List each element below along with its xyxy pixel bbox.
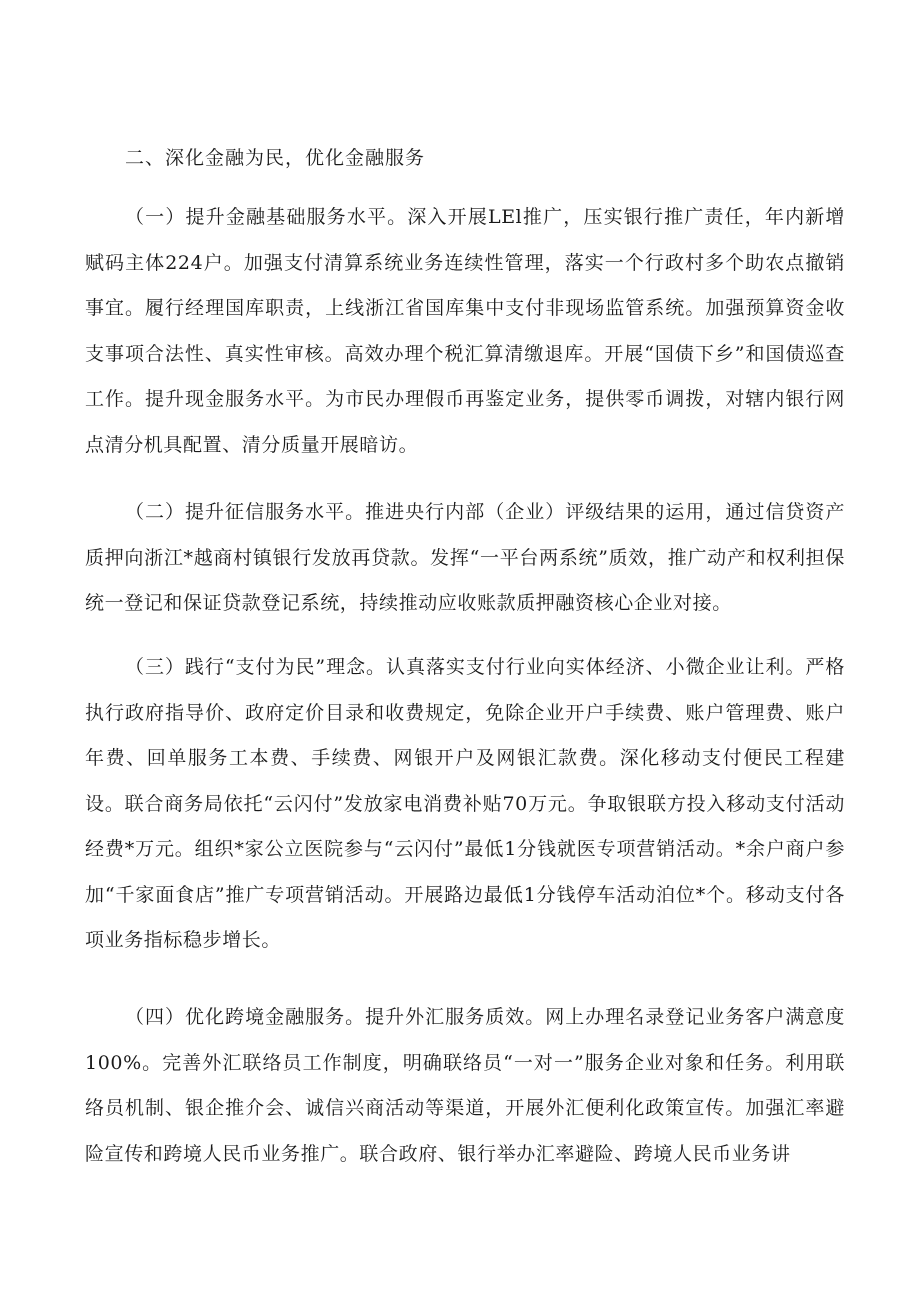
paragraph-basic-services: （一）提升金融基础服务水平。深入开展LEl推广，压实银行推广责任，年内新增赋码主体224户。加强支付清算系统业务连续性管理，落实一个行政村多个助农点撤销事宜。履行经理国库职责，上线浙江省国库集中支付非现场监管系统。加强预算资金收支事项合法性、真实性审核。高效办理个税汇算清缴退库。开展“国债下乡”和国债巡查工作。提升现金服务水平。为市民办理假币再鉴定业务，提供零币调拨，对辖内银行网点清分机具配置、清分质量开展暗访。 bbox=[85, 206, 845, 456]
paragraph-payment-services: （三）践行“支付为民”理念。认真落实支付行业向实体经济、小微企业让利。严格执行政府指导价、政府定价目录和收费规定，免除企业开户手续费、账户管理费、账户年费、回单服务工本费、手续费、网银开户及网银汇款费。深化移动支付便民工程建设。联合商务局依托“云闪付”发放家电消费补贴70万元。争取银联方投入移动支付活动经费*万元。组织*家公立医院参与“云闪付”最低1分钱就医专项营销活动。*余户商户参加“千家面食店”推广专项营销活动。开展路边最低1分钱停车活动泊位*个。移动支付各项业务指标稳步增长。 bbox=[85, 656, 845, 951]
paragraph-cross-border-services: （四）优化跨境金融服务。提升外汇服务质效。网上办理名录登记业务客户满意度100%。完善外汇联络员工作制度，明确联络员“一对一”服务企业对象和任务。利用联络员机制、银企推介会、诚信兴商活动等渠道，开展外汇便利化政策宣传。加强汇率避险宣传和跨境人民币业务推广。联合政府、银行举办汇率避险、跨境人民币业务讲 bbox=[85, 1006, 845, 1165]
section-heading: 二、深化金融为民，优化金融服务 bbox=[125, 147, 426, 169]
paragraph-credit-services: （二）提升征信服务水平。推进央行内部（企业）评级结果的运用，通过信贷资产质押向浙江*越商村镇银行发放再贷款。发挥“一平台两系统”质效，推广动产和权利担保统一登记和保证贷款登记系统，持续推动应收账款质押融资核心企业对接。 bbox=[85, 501, 845, 614]
